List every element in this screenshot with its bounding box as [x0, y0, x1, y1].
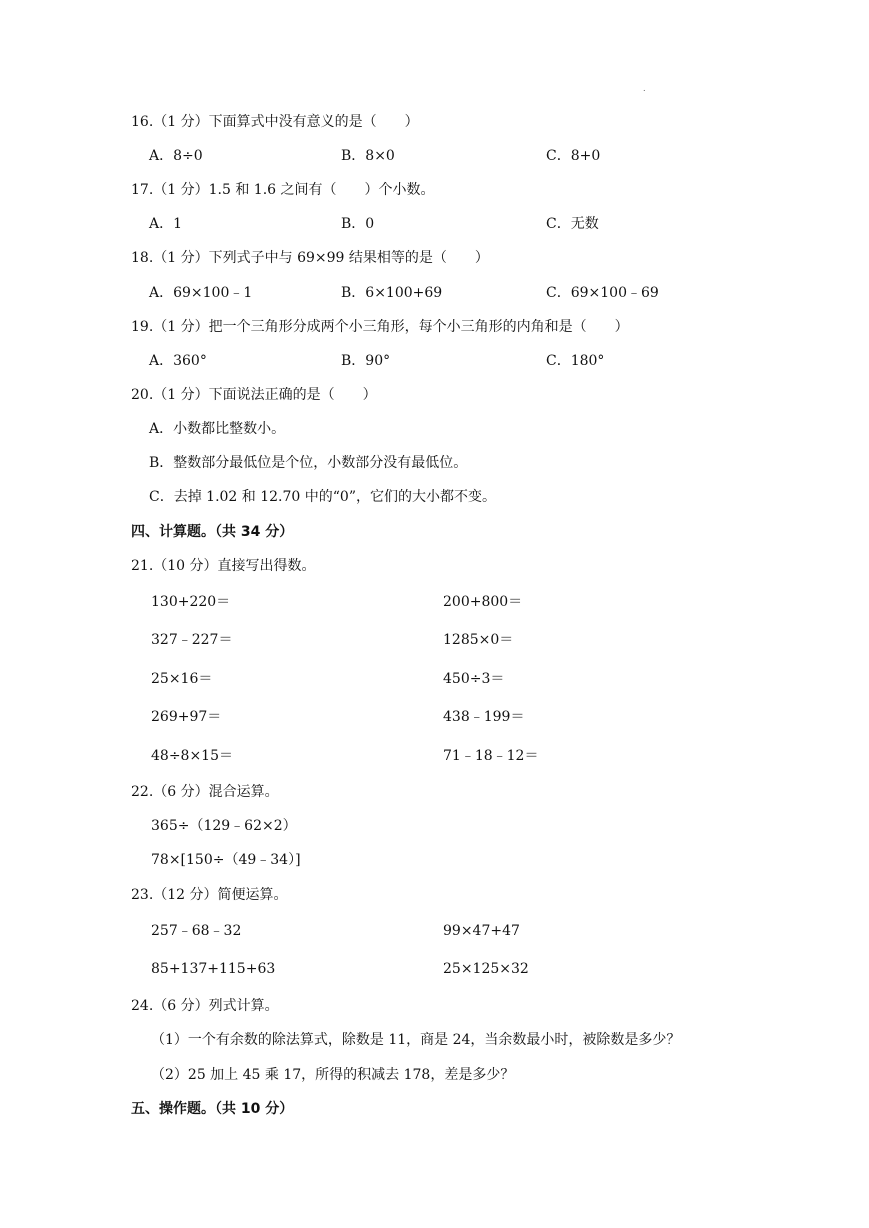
- calc-item: 71﹣18﹣12＝: [443, 748, 539, 764]
- question-20-option-b: B．整数部分最低位是个位，小数部分没有最低位。: [149, 455, 468, 471]
- question-18-option-a: A．69×100﹣1: [149, 285, 253, 301]
- page-mark: .: [643, 84, 646, 93]
- calc-item: 48÷8×15＝: [151, 748, 233, 764]
- question-20-option-c: C．去掉 1.02 和 12.70 中的“0”，它们的大小都不变。: [149, 489, 496, 505]
- simplify-item: 25×125×32: [443, 961, 529, 977]
- question-24-stem: 24.（6 分）列式计算。: [131, 998, 279, 1014]
- question-17-stem: 17.（1 分）1.5 和 1.6 之间有（ ）个小数。: [131, 182, 435, 198]
- question-16-option-a: A．8÷0: [149, 148, 203, 164]
- simplify-item: 257﹣68﹣32: [151, 923, 242, 939]
- calc-item: 269+97＝: [151, 709, 222, 725]
- question-17-option-b: B．0: [341, 216, 375, 232]
- question-22-stem: 22.（6 分）混合运算。: [131, 784, 279, 800]
- calc-item: 1285×0＝: [443, 632, 514, 648]
- question-19-stem: 19.（1 分）把一个三角形分成两个小三角形，每个小三角形的内角和是（ ）: [131, 319, 629, 335]
- calc-item: 130+220＝: [151, 594, 231, 610]
- section-4-heading: 四、计算题。（共 34 分）: [131, 524, 294, 540]
- question-17-option-a: A．1: [149, 216, 183, 232]
- mixed-operation-item: 365÷（129﹣62×2）: [151, 818, 297, 834]
- question-19-option-a: A．360°: [149, 353, 207, 369]
- question-21-stem: 21.（10 分）直接写出得数。: [131, 558, 316, 574]
- question-20-stem: 20.（1 分）下面说法正确的是（ ）: [131, 387, 377, 403]
- section-5-heading: 五、操作题。（共 10 分）: [131, 1101, 294, 1117]
- question-16-option-b: B．8×0: [341, 148, 395, 164]
- calc-item: 327﹣227＝: [151, 632, 233, 648]
- question-18-option-c: C．69×100﹣69: [546, 285, 659, 301]
- simplify-item: 99×47+47: [443, 923, 520, 939]
- question-17-option-c: C．无数: [546, 216, 599, 232]
- question-16-option-c: C．8+0: [546, 148, 601, 164]
- word-problem-item: （1）一个有余数的除法算式，除数是 11，商是 24，当余数最小时，被除数是多少？: [151, 1032, 681, 1048]
- calc-item: 25×16＝: [151, 671, 213, 687]
- calc-item: 438﹣199＝: [443, 709, 525, 725]
- question-18-option-b: B．6×100+69: [341, 285, 443, 301]
- question-16-stem: 16.（1 分）下面算式中没有意义的是（ ）: [131, 114, 419, 130]
- calc-item: 200+800＝: [443, 594, 523, 610]
- question-19-option-b: B．90°: [341, 353, 391, 369]
- question-18-stem: 18.（1 分）下列式子中与 69×99 结果相等的是（ ）: [131, 250, 489, 266]
- question-20-option-a: A．小数都比整数小。: [149, 421, 286, 437]
- question-19-option-c: C．180°: [546, 353, 605, 369]
- calc-item: 450÷3＝: [443, 671, 505, 687]
- mixed-operation-item: 78×[150÷（49﹣34）]: [151, 852, 301, 868]
- word-problem-item: （2）25 加上 45 乘 17，所得的积减去 178，差是多少？: [151, 1067, 515, 1083]
- simplify-item: 85+137+115+63: [151, 961, 276, 977]
- question-23-stem: 23.（12 分）简便运算。: [131, 887, 288, 903]
